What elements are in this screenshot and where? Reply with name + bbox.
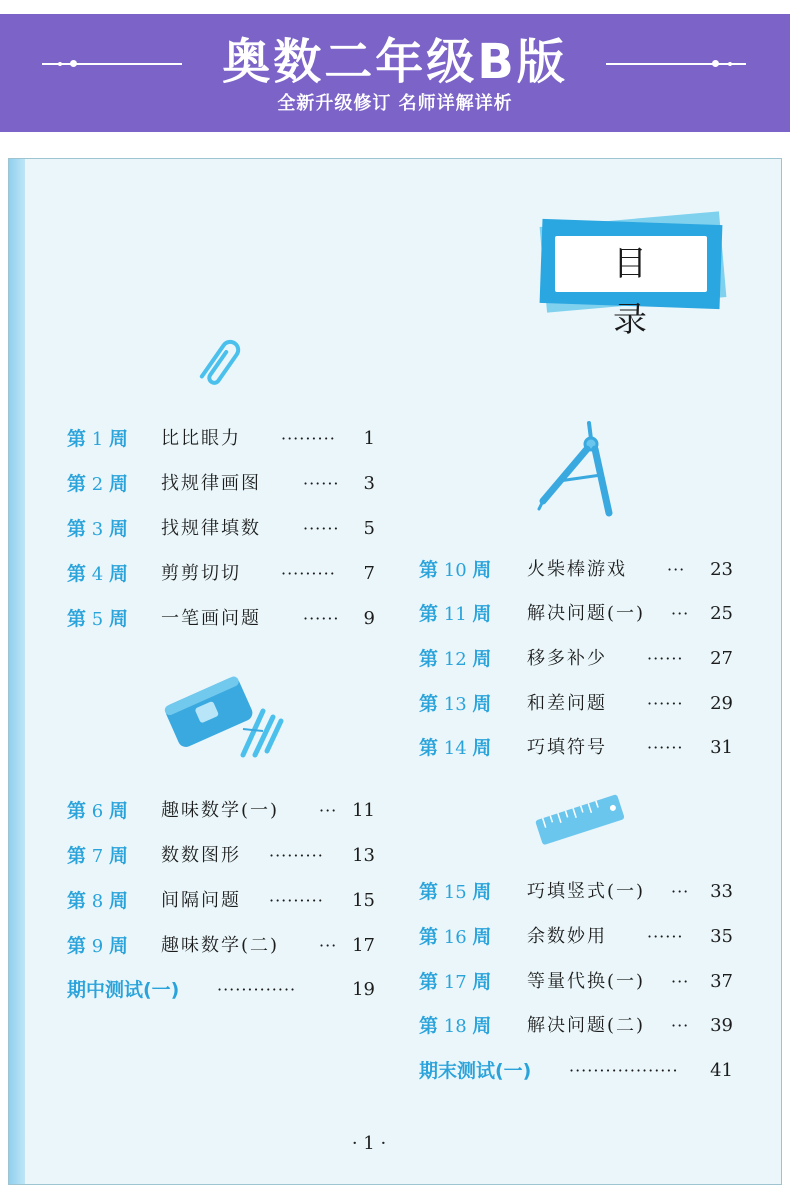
banner-title: 奥数二年级B版 xyxy=(222,34,568,90)
chapter-title: 移多补少 xyxy=(527,648,607,669)
leader-dots: ······ xyxy=(303,609,340,628)
page-ref: 35 xyxy=(710,926,733,947)
week-label: 第 8 周 xyxy=(67,890,128,912)
chapter-title: 余数妙用 xyxy=(527,926,607,947)
leader-dots: ·················· xyxy=(569,1061,679,1080)
leader-dots: ··· xyxy=(667,560,686,579)
toc-row[interactable] xyxy=(419,689,739,719)
leader-dots: ········· xyxy=(269,846,324,865)
toc-row[interactable] xyxy=(67,886,387,916)
toc-heading-box xyxy=(537,214,727,340)
chapter-title: 找规律填数 xyxy=(161,518,261,539)
page-ref: 25 xyxy=(710,603,733,624)
week-label: 第 2 周 xyxy=(67,473,128,495)
leader-dots: ········· xyxy=(281,429,336,448)
chapter-title: 趣味数学(二) xyxy=(161,935,280,956)
chapter-title: 数数图形 xyxy=(161,845,241,866)
leader-dots: ············· xyxy=(217,980,297,999)
page-ref: 23 xyxy=(710,559,733,580)
page-ref: 33 xyxy=(710,881,733,902)
toc-row[interactable] xyxy=(419,733,739,763)
leader-dots: ······ xyxy=(303,474,340,493)
chapter-title: 解决问题(一) xyxy=(527,603,646,624)
page-ref: 15 xyxy=(352,890,375,911)
week-label: 第 9 周 xyxy=(67,935,128,957)
leader-dots: ··· xyxy=(671,604,690,623)
toc-row[interactable] xyxy=(67,424,387,454)
toc-row-midterm-test[interactable] xyxy=(67,975,387,1005)
week-label: 第 14 周 xyxy=(419,737,492,759)
banner-subtitle: 全新升级修订 名师详解详析 xyxy=(277,93,513,114)
toc-row-final-test[interactable] xyxy=(419,1056,739,1086)
toc-row[interactable] xyxy=(67,559,387,589)
chapter-title: 一笔画问题 xyxy=(161,608,261,629)
week-label: 第 16 周 xyxy=(419,926,492,948)
chapter-title: 火柴棒游戏 xyxy=(527,559,627,580)
page-ref: 41 xyxy=(710,1060,733,1081)
chapter-title: 巧填竖式(一) xyxy=(527,881,646,902)
week-label: 第 4 周 xyxy=(67,563,128,585)
compass-icon xyxy=(529,417,619,529)
ruler-icon xyxy=(529,789,629,851)
page-ref: 39 xyxy=(710,1015,733,1036)
page-ref: 37 xyxy=(710,971,733,992)
toc-heading: 目 录 xyxy=(613,244,667,340)
week-label: 第 5 周 xyxy=(67,608,128,630)
toc-row[interactable] xyxy=(419,599,739,629)
page-ref: 13 xyxy=(352,845,375,866)
week-label: 第 3 周 xyxy=(67,518,128,540)
toc-row[interactable] xyxy=(419,922,739,952)
page-number: · 1 · xyxy=(351,1133,387,1154)
chapter-title: 和差问题 xyxy=(527,693,607,714)
page-ref: 9 xyxy=(363,608,375,629)
toc-row[interactable] xyxy=(67,604,387,634)
page-ref: 31 xyxy=(710,737,733,758)
page-ref: 1 xyxy=(363,428,375,449)
chapter-title: 解决问题(二) xyxy=(527,1015,646,1036)
chapter-title: 巧填符号 xyxy=(527,737,607,758)
toc-row[interactable] xyxy=(419,555,739,585)
leader-dots: ··· xyxy=(319,801,338,820)
toc-row[interactable] xyxy=(419,877,739,907)
week-label: 第 18 周 xyxy=(419,1015,492,1037)
toc-row[interactable] xyxy=(67,796,387,826)
pencil-case-icon xyxy=(159,655,289,765)
page-ref: 3 xyxy=(363,473,375,494)
leader-dots: ········· xyxy=(269,891,324,910)
week-label: 第 12 周 xyxy=(419,648,492,670)
leader-dots: ··· xyxy=(671,1016,690,1035)
week-label: 第 10 周 xyxy=(419,559,492,581)
page-ref: 29 xyxy=(710,693,733,714)
week-label: 第 13 周 xyxy=(419,693,492,715)
leader-dots: ······ xyxy=(647,649,684,668)
page-edge-strip xyxy=(9,159,25,1184)
page-ref: 17 xyxy=(352,935,375,956)
toc-row[interactable] xyxy=(419,1011,739,1041)
chapter-title: 找规律画图 xyxy=(161,473,261,494)
week-label: 第 6 周 xyxy=(67,800,128,822)
toc-row[interactable] xyxy=(419,644,739,674)
leader-dots: ··· xyxy=(319,936,338,955)
leader-dots: ······ xyxy=(303,519,340,538)
test-label: 期末测试(一) xyxy=(419,1060,532,1082)
chapter-title: 等量代换(一) xyxy=(527,971,646,992)
page-ref: 7 xyxy=(363,563,375,584)
week-label: 第 11 周 xyxy=(419,603,492,625)
toc-row[interactable] xyxy=(67,514,387,544)
week-label: 第 15 周 xyxy=(419,881,492,903)
chapter-title: 剪剪切切 xyxy=(161,563,241,584)
leader-dots: ······ xyxy=(647,927,684,946)
toc-row[interactable] xyxy=(67,469,387,499)
toc-row[interactable] xyxy=(67,841,387,871)
leader-dots: ··· xyxy=(671,882,690,901)
page-ref: 5 xyxy=(363,518,375,539)
page-ref: 19 xyxy=(352,979,375,1000)
page-ref: 27 xyxy=(710,648,733,669)
toc-page xyxy=(8,158,782,1185)
toc-row[interactable] xyxy=(67,931,387,961)
chapter-title: 间隔问题 xyxy=(161,890,241,911)
toc-row[interactable] xyxy=(419,967,739,997)
leader-dots: ········· xyxy=(281,564,336,583)
paperclip-icon xyxy=(191,331,251,395)
test-label: 期中测试(一) xyxy=(67,979,180,1001)
chapter-title: 趣味数学(一) xyxy=(161,800,280,821)
leader-dots: ······ xyxy=(647,738,684,757)
week-label: 第 17 周 xyxy=(419,971,492,993)
week-label: 第 1 周 xyxy=(67,428,128,450)
chapter-title: 比比眼力 xyxy=(161,428,241,449)
page-ref: 11 xyxy=(352,800,375,821)
week-label: 第 7 周 xyxy=(67,845,128,867)
leader-dots: ······ xyxy=(647,694,684,713)
leader-dots: ··· xyxy=(671,972,690,991)
top-banner xyxy=(0,14,790,132)
